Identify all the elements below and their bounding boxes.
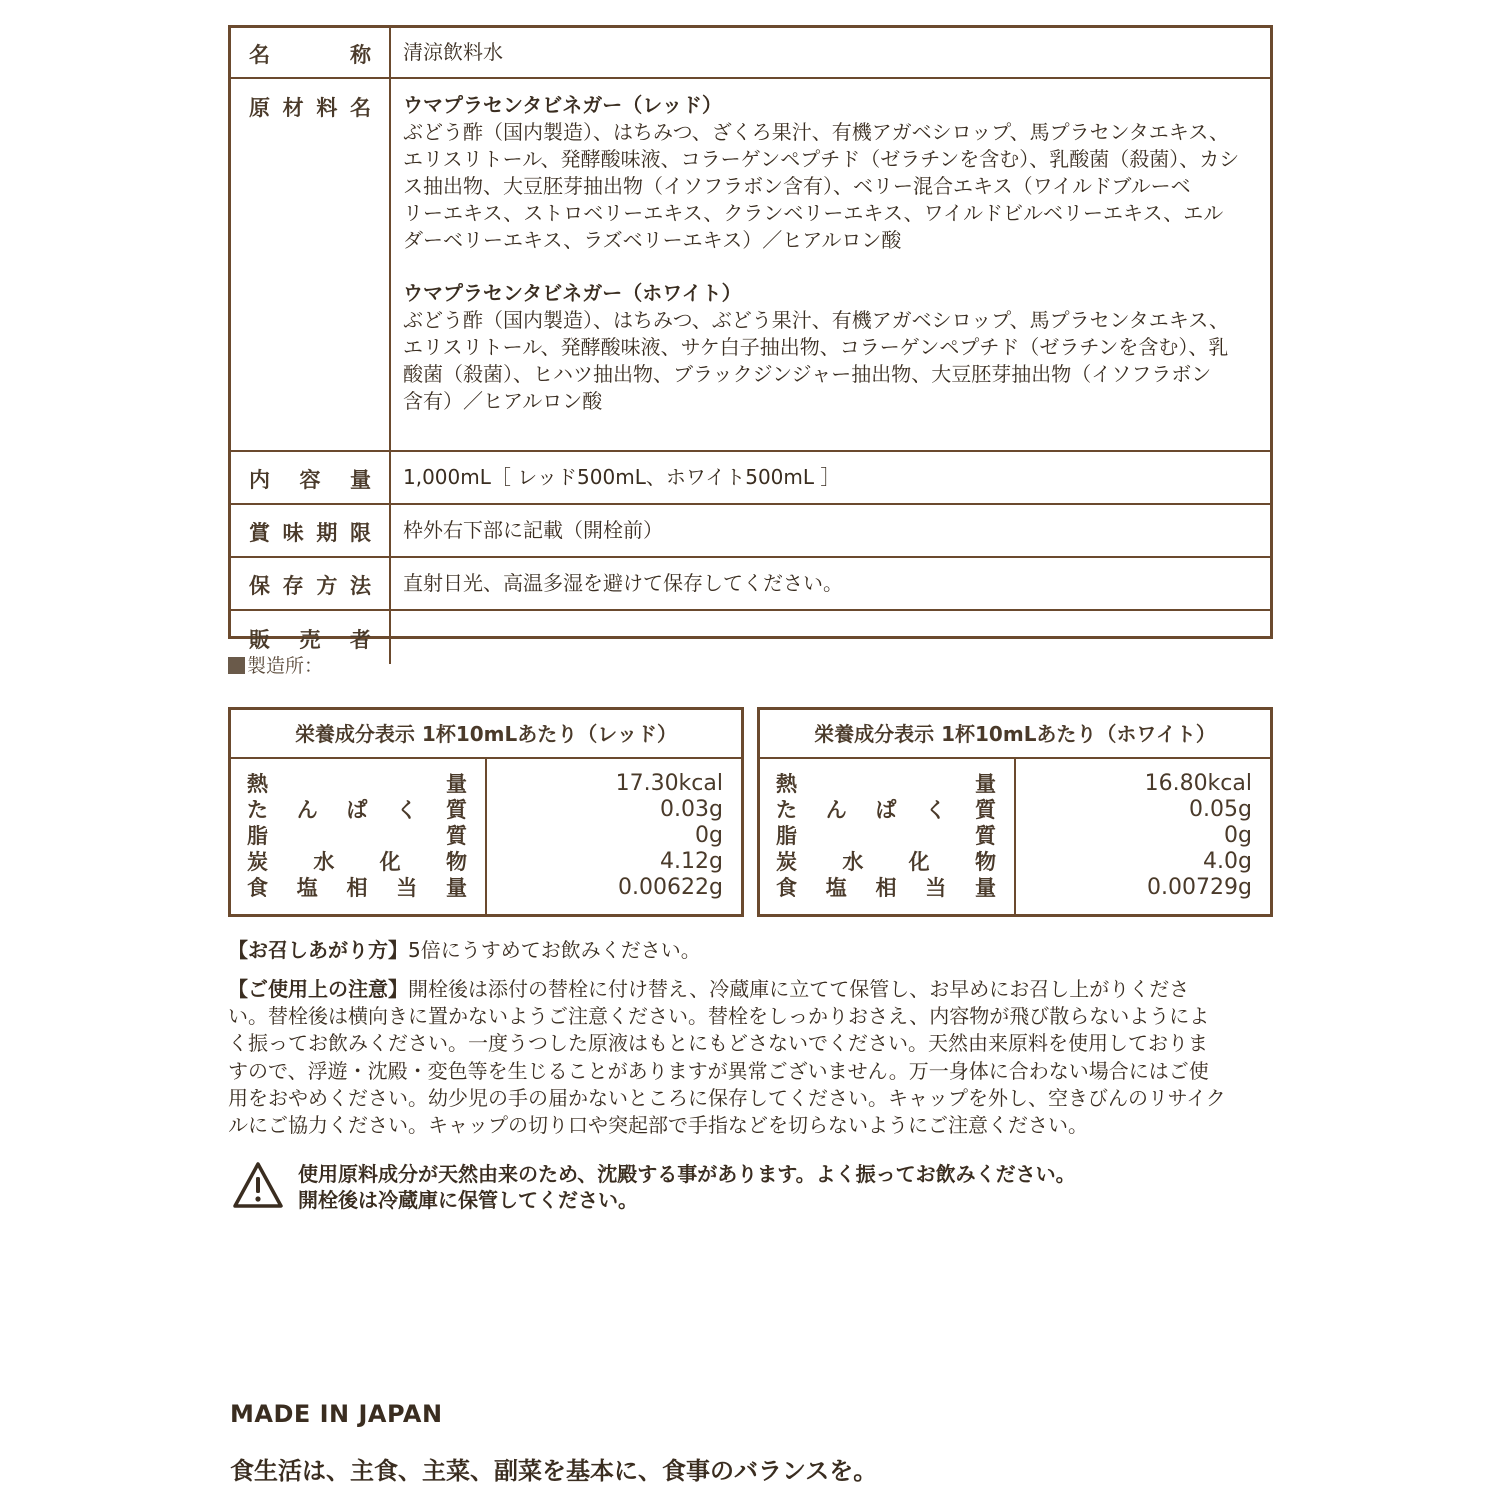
nutrient-value-protein: 0.03g xyxy=(660,797,723,822)
caution-line: く振ってお飲みください。一度うつした原液はもとにもどさないでください。天然由来原料を使用しておりま xyxy=(228,1031,1208,1056)
white-ingredient-line: 酸菌（殺菌）、ヒハツ抽出物、ブラックジンジャー抽出物、大豆胚芽抽出物（イソフラボン xyxy=(403,362,1212,386)
red-ingredient-line: ぶどう酢（国内製造）、はちみつ、ざくろ果汁、有機アガベシロップ、馬プラセンタエキス、 xyxy=(403,120,1229,144)
nutrient-label-energy: 熱 量 xyxy=(247,772,467,796)
product-spec-table xyxy=(228,25,1273,652)
spec-value-storage: 直射日光、高温多湿を避けて保存してください。 xyxy=(403,571,843,595)
nutrition-values xyxy=(1018,759,1252,914)
spec-row-storage xyxy=(231,558,1270,611)
nutrient-value-fat: 0g xyxy=(695,823,723,848)
red-ingredient-line: ス抽出物、大豆胚芽抽出物（イソフラボン含有）、ベリー混合エキス（ワイルドブルーベ xyxy=(403,174,1191,198)
nutrient-value-energy: 16.80kcal xyxy=(1144,771,1252,796)
spec-row-name xyxy=(231,28,1270,79)
spec-value-expiry: 枠外右下部に記載（開栓前） xyxy=(403,518,663,542)
square-bullet-icon xyxy=(228,657,245,674)
caution-line: い。替栓後は横向きに置かないようご注意ください。替栓をしっかりおさえ、内容物が飛び散らないようによ xyxy=(228,1004,1210,1029)
spec-row-expiry xyxy=(231,505,1270,558)
warning-line: 開栓後は冷蔵庫に保管してください。 xyxy=(298,1188,638,1212)
caution-line: すので、浮遊・沈殿・変色等を生じることがありますが異常ございません。万一身体に合わない場合にはご使 xyxy=(228,1058,1209,1083)
nutrition-table-red xyxy=(228,707,744,917)
nutrient-label-protein: た ん ぱ く 質 xyxy=(776,798,996,822)
nutrient-value-salt: 0.00622g xyxy=(618,875,723,900)
nutrition-title: 栄養成分表示 1杯10mLあたり（ホワイト） xyxy=(760,710,1270,759)
nutrition-values xyxy=(489,759,723,914)
white-product-title: ウマプラセンタビネガー（ホワイト） xyxy=(403,281,742,305)
red-ingredient-line: リーエキス、ストロベリーエキス、クランベリーエキス、ワイルドビルベリーエキス、エル xyxy=(403,201,1224,225)
nutrient-label-fat: 脂 質 xyxy=(776,824,996,848)
nutrient-label-salt: 食 塩 相 当 量 xyxy=(776,876,996,900)
red-ingredient-line: エリスリトール、発酵酸味液、コラーゲンペプチド（ゼラチンを含む）、乳酸菌（殺菌）、カシ xyxy=(403,147,1240,171)
spec-label-seller: 販 売 者 xyxy=(231,611,391,664)
nutrient-label-carbohydrate: 炭 水 化 物 xyxy=(247,850,467,874)
spec-row-volume xyxy=(231,452,1270,505)
spec-label-name: 名 称 xyxy=(231,28,391,77)
nutrient-label-salt: 食 塩 相 当 量 xyxy=(247,876,467,900)
spec-value-ingredients xyxy=(403,79,1260,450)
nutrient-value-carbohydrate: 4.0g xyxy=(1203,849,1252,874)
usage-heading: 【お召しあがり方】 xyxy=(228,938,408,962)
white-ingredient-line: ぶどう酢（国内製造）、はちみつ、ぶどう果汁、有機アガベシロップ、馬プラセンタエキス、 xyxy=(403,308,1229,332)
nutrient-value-salt: 0.00729g xyxy=(1147,875,1252,900)
spec-label-volume: 内 容 量 xyxy=(231,452,391,503)
usage-text: 5倍にうすめてお飲みください。 xyxy=(408,938,701,962)
red-product-title: ウマプラセンタビネガー（レッド） xyxy=(403,93,722,117)
spec-value-volume: 1,000mL［ レッド500mL、ホワイト500mL ］ xyxy=(403,465,841,489)
caution-notes xyxy=(228,976,1278,1139)
caution-line: ルにご協力ください。キャップの切り口や突起部で手指などを切らないようにご注意ください。 xyxy=(228,1113,1088,1138)
spec-value-seller xyxy=(403,611,1260,636)
spec-value-name: 清涼飲料水 xyxy=(403,40,503,64)
caution-line: 【ご使用上の注意】開栓後は添付の替栓に付け替え、冷蔵庫に立てて保管し、お早めにお召し上がりくださ xyxy=(228,977,1190,1001)
nutrient-label-fat: 脂 質 xyxy=(247,824,467,848)
nutrition-labels xyxy=(231,759,487,914)
nutrient-value-fat: 0g xyxy=(1224,823,1252,848)
nutrition-labels xyxy=(760,759,1016,914)
diet-slogan: 食生活は、主食、主菜、副菜を基本に、食事のバランスを。 xyxy=(230,1457,878,1485)
warning-text xyxy=(298,1161,1076,1213)
spec-row-ingredients xyxy=(231,79,1270,452)
nutrient-value-protein: 0.05g xyxy=(1189,797,1252,822)
caution-line: 用をおやめください。幼少児の手の届かないところに保存してください。キャップを外し、空きびんのリサイク xyxy=(228,1085,1226,1110)
nutrient-value-energy: 17.30kcal xyxy=(615,771,723,796)
red-ingredient-line: ダーベリーエキス、ラズベリーエキス）／ヒアルロン酸 xyxy=(403,228,902,252)
warning-line: 使用原料成分が天然由来のため、沈殿する事があります。よく振ってお飲みください。 xyxy=(298,1162,1076,1186)
white-ingredient-line: 含有）／ヒアルロン酸 xyxy=(403,389,603,413)
white-ingredient-line: エリスリトール、発酵酸味液、サケ白子抽出物、コラーゲンペプチド（ゼラチンを含む）、乳 xyxy=(403,335,1229,359)
spec-row-seller xyxy=(231,611,1270,652)
usage-instructions xyxy=(228,937,1278,964)
nutrient-value-carbohydrate: 4.12g xyxy=(660,849,723,874)
manufacturer-label: 製造所： xyxy=(228,651,323,678)
made-in-label: MADE IN JAPAN xyxy=(230,1400,443,1428)
nutrition-title: 栄養成分表示 1杯10mLあたり（レッド） xyxy=(231,710,741,759)
spec-label-expiry: 賞 味 期 限 xyxy=(231,505,391,556)
nutrition-table-white xyxy=(757,707,1273,917)
nutrient-label-protein: た ん ぱ く 質 xyxy=(247,798,467,822)
warning-triangle-icon xyxy=(232,1160,284,1210)
caution-heading: 【ご使用上の注意】 xyxy=(228,977,408,1001)
spec-label-storage: 保 存 方 法 xyxy=(231,558,391,609)
nutrient-label-energy: 熱 量 xyxy=(776,772,996,796)
nutrient-label-carbohydrate: 炭 水 化 物 xyxy=(776,850,996,874)
spec-label-ingredients: 原 材 料 名 xyxy=(231,79,391,450)
